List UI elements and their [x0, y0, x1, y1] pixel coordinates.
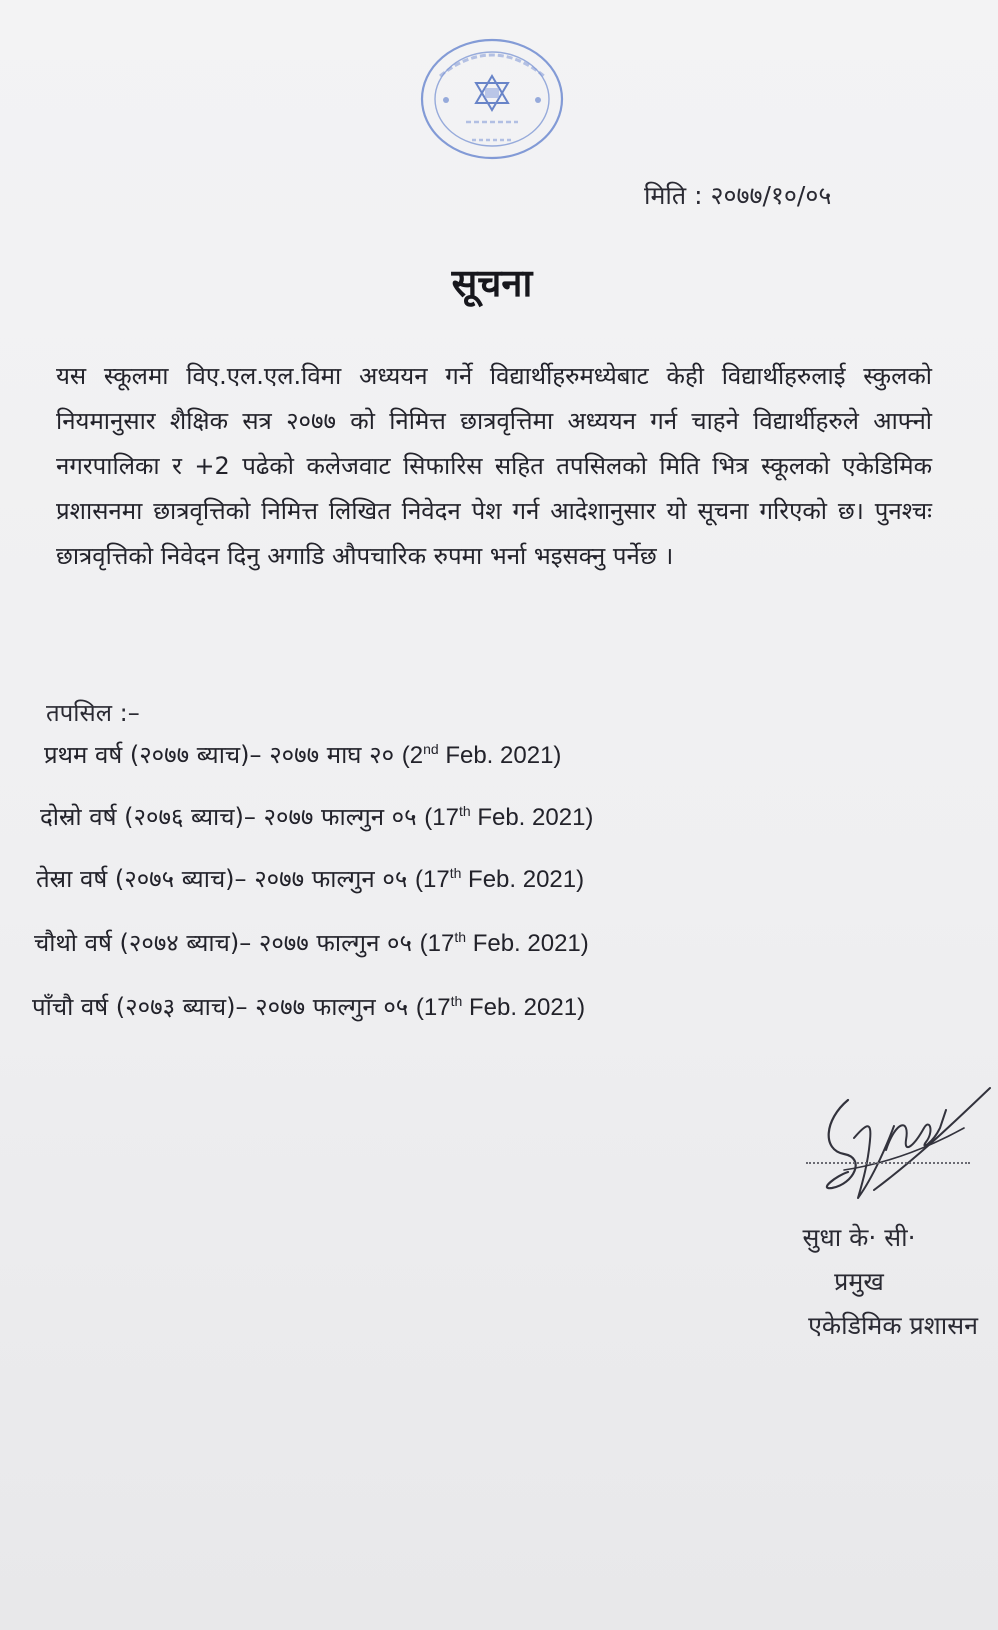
notice-date: मिति : २०७७/१०/०५ — [644, 181, 832, 210]
signatory-name: सुधा के· सी· — [802, 1223, 916, 1252]
schedule-batch: (२०७३ ब्याच)– — [115, 993, 248, 1021]
schedule-row — [36, 862, 584, 895]
schedule-batch: (२०७४ ब्याच)– — [119, 929, 252, 957]
schedule-year: चौथो वर्ष — [34, 929, 112, 957]
schedule-row — [32, 990, 585, 1023]
schedule-nepali-date: २०७७ फाल्गुन ०५ — [255, 993, 409, 1021]
schedule-year: प्रथम वर्ष — [44, 741, 123, 769]
notice-body: यस स्कूलमा विए.एल.एल.विमा अध्ययन गर्ने विद्यार्थीहरुमध्येबाट केही विद्यार्थीहरुलाई स्कुलको नियमानुसार शैक्षिक सत्र २०७७ को निमित्त छात्रवृत्तिमा अध्ययन गर्न चाहने विद्यार्थीहरुले आफ्नो नगरपालिका र +2 पढेको कलेजवाट सिफारिस सहित तपसिलको मिति भित्र स्कूलको एकेडिमिक प्रशासनमा छात्रवृत्तिको निमित्त लिखित निवेदन पेश गर्न आदेशानुसार यो सूचना गरिएको छ। पुनश्चः छात्रवृत्तिको निवेदन दिनु अगाडि औपचारिक रुपमा भर्ना भइसक्नु पर्नेछ । — [56, 362, 932, 570]
handwritten-signature — [814, 1080, 994, 1220]
schedule-gregorian-date: (17th Feb. 2021) — [419, 929, 589, 957]
schedule-gregorian-date: (17th Feb. 2021) — [415, 993, 586, 1021]
schedule-nepali-date: २०७७ फाल्गुन ०५ — [263, 803, 417, 831]
schedule-year: दोस्रो वर्ष — [40, 803, 117, 831]
schedule-nepali-date: २०७७ माघ २० — [269, 741, 395, 769]
notice-title: सूचना — [451, 261, 533, 305]
signatory-office: एकेडिमिक प्रशासन — [808, 1311, 978, 1340]
schedule-year: तेस्रा वर्ष — [36, 865, 108, 893]
schedule-heading: तपसिल :– — [46, 699, 140, 727]
schedule-batch: (२०७६ ब्याच)– — [124, 803, 256, 831]
signatory-block — [740, 1216, 978, 1348]
schedule-year: पाँचौ वर्ष — [32, 993, 109, 1021]
schedule-gregorian-date: (17th Feb. 2021) — [424, 803, 594, 831]
schedule-nepali-date: २०७७ फाल्गुन ०५ — [258, 929, 412, 957]
schedule-gregorian-date: (2nd Feb. 2021) — [401, 741, 562, 769]
schedule-row — [40, 800, 593, 833]
signature-line — [806, 1162, 970, 1164]
schedule-batch: (२०७५ ब्याच)– — [114, 865, 247, 893]
schedule-row — [34, 926, 589, 959]
schedule-row — [44, 738, 561, 771]
schedule-gregorian-date: (17th Feb. 2021) — [414, 865, 585, 893]
school-seal — [418, 36, 566, 162]
signatory-role: प्रमुख — [834, 1267, 884, 1296]
schedule-nepali-date: २०७७ फाल्गुन ०५ — [254, 865, 408, 893]
schedule-batch: (२०७७ ब्याच)– — [129, 741, 262, 769]
